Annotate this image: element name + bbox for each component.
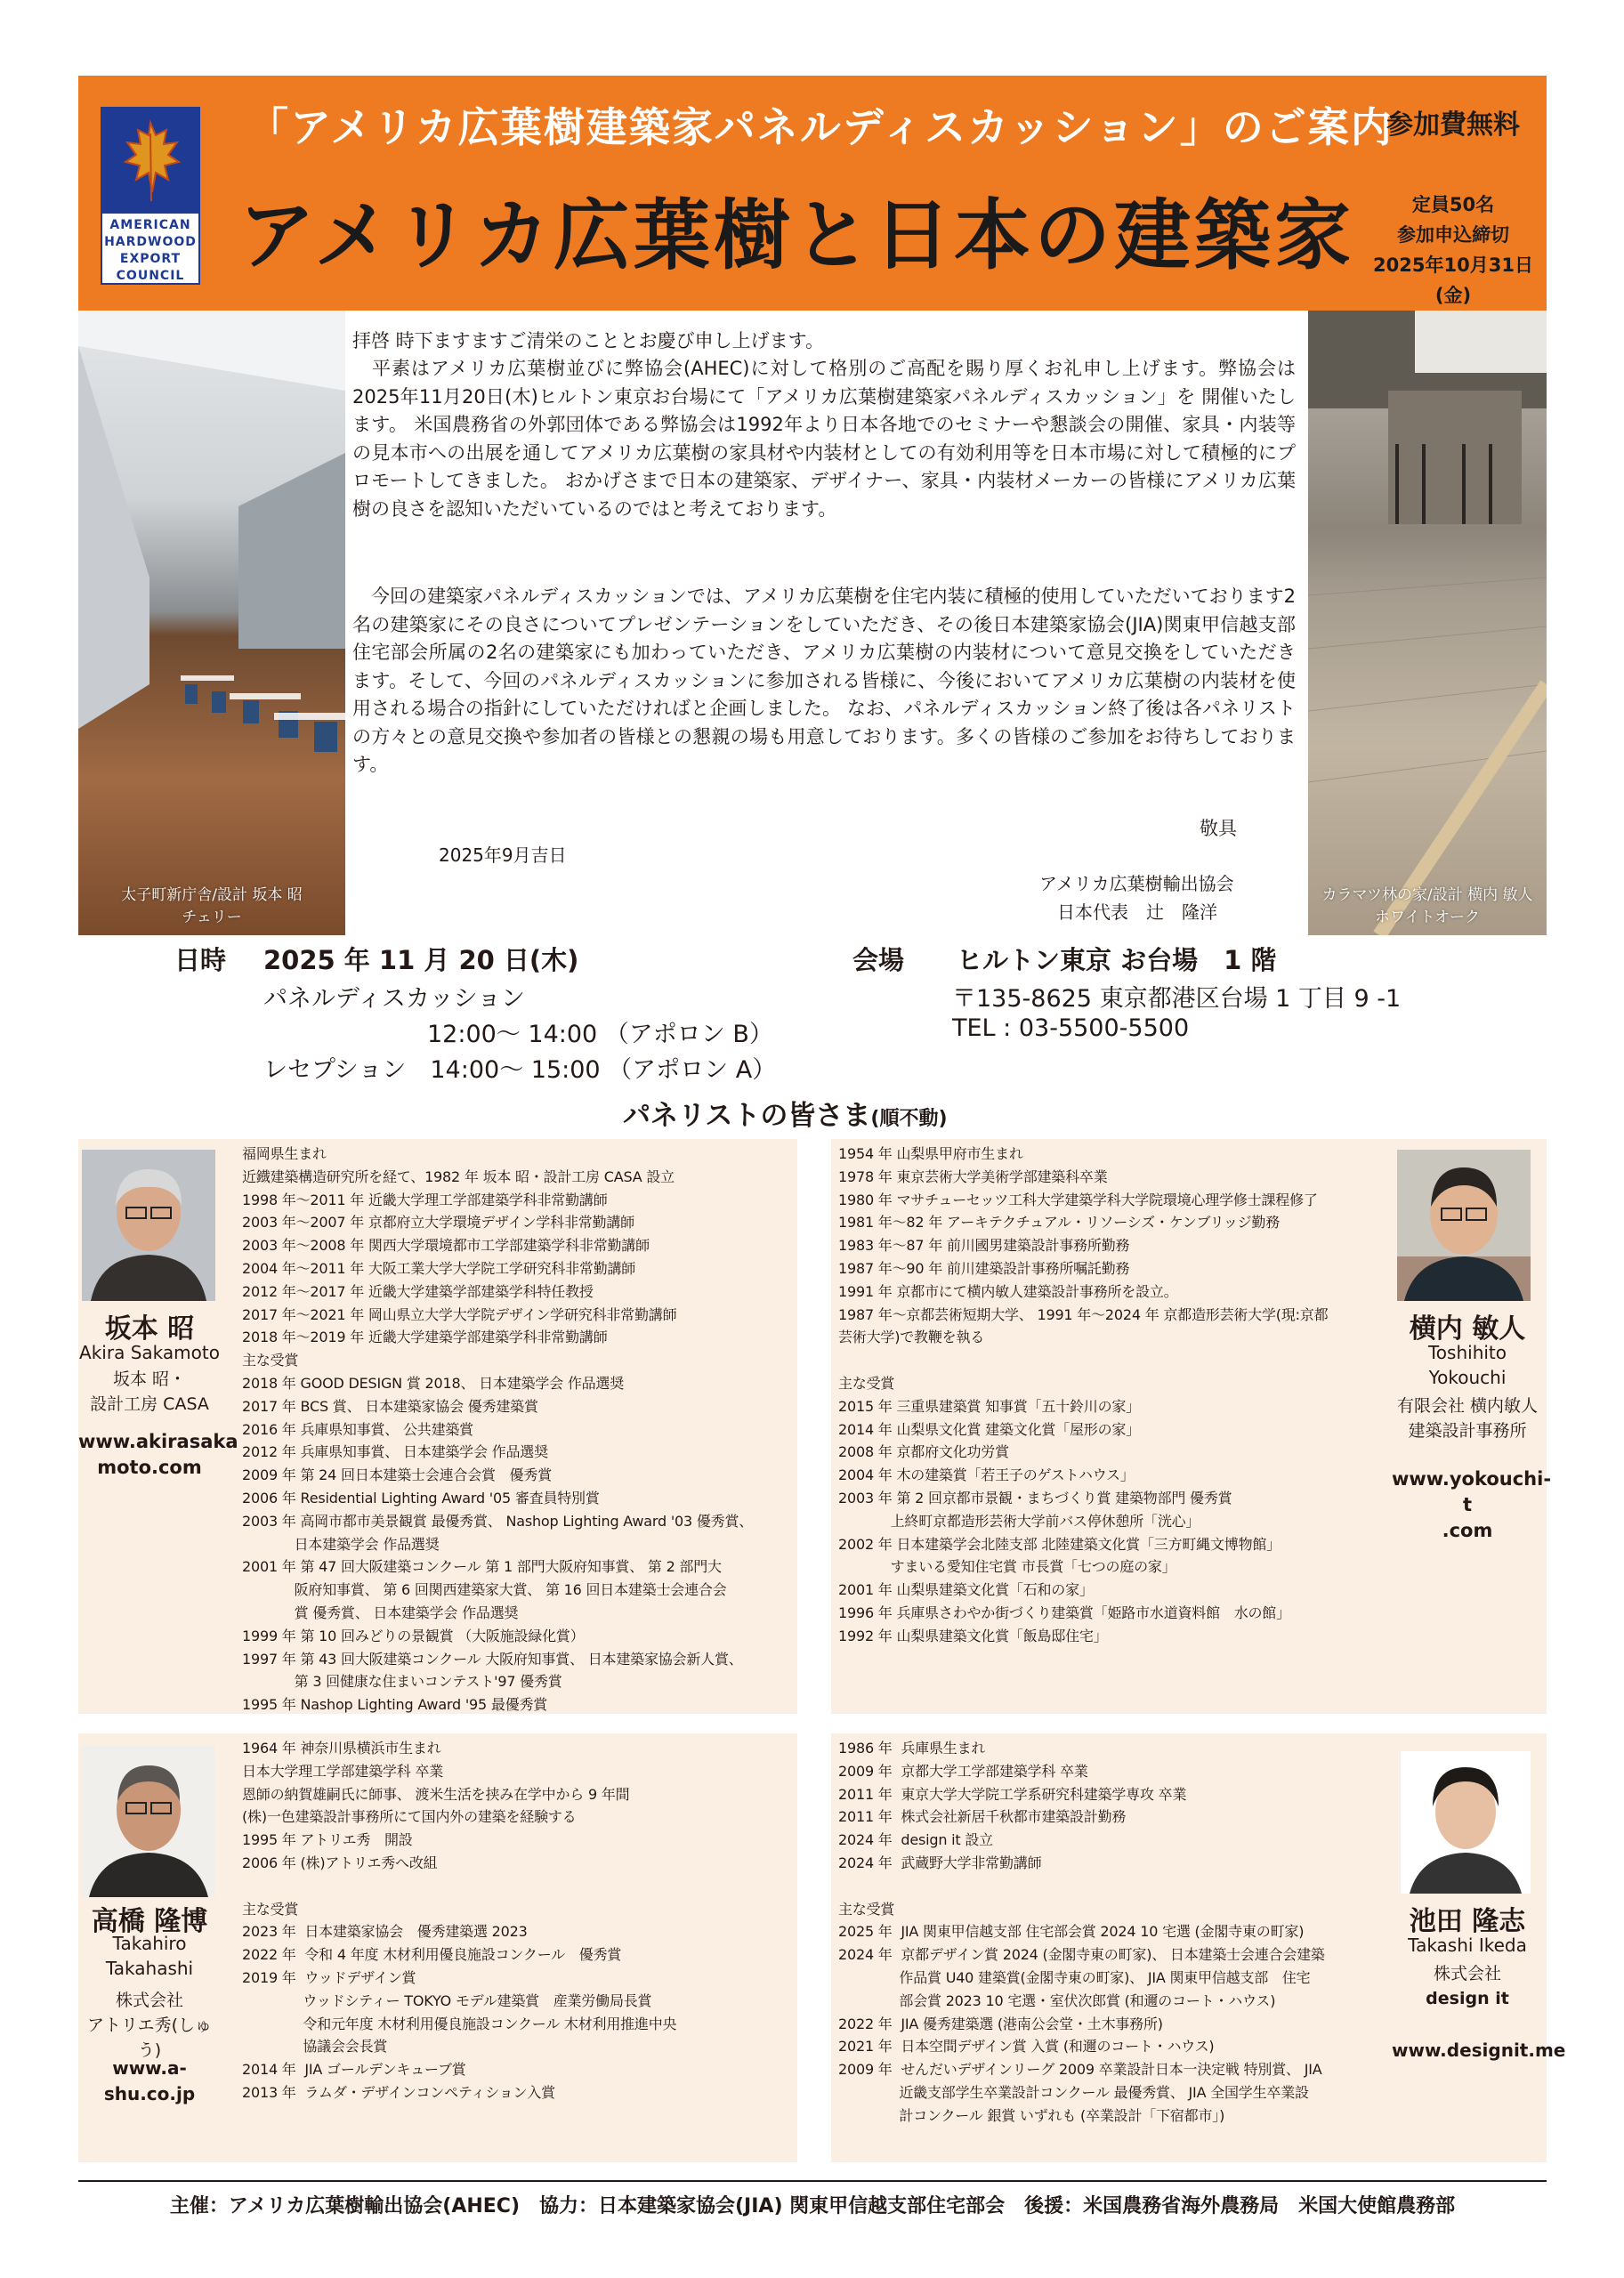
panelist-affiliation-1: 株式会社 <box>1433 1964 1501 1983</box>
header-banner <box>78 76 1547 311</box>
panelist-photo-yokouchi <box>1397 1150 1531 1301</box>
panelists-heading-text: パネリストの皆さま <box>623 1100 871 1132</box>
panelist-card-ikeda <box>831 1733 1566 2162</box>
website-line-2: .com <box>1442 1520 1493 1541</box>
footer-sponsors: 主催：アメリカ広葉樹輸出協会(AHEC) 協力：日本建築家協会(JIA) 関東甲信越支部住宅部会 後援：米国農務省海外農務局 米国大使館農務部 <box>169 2195 1456 2217</box>
panelist-bio: 1964 年 神奈川県横浜市生まれ 日本大学理工学部建築学科 卒業 恩師の納賀雄嗣氏に師事、 渡米生活を挟み在学中から 9 年間 (株)一色建築設計事務所にて国内外の建築を経験する 1995 年 アトリエ秀 開設 2006 年 (株)アトリエ秀へ改組 主な受賞 2023 年 日本建築家協会 優秀建築選 2023 2022 年 令和 4 年度 木材利用優良施設コンクール 優秀賞 2019 年 ウッドデザイン賞 ウッドシティー TOKYO モデル建築賞 産業労働局長賞 令和元年度 木材利用優良施設コンクール 木材利用推進中央 協議会会長賞 2014 年 JIA ゴールデンキューブ賞 2013 年 ラムダ・デザインコンペティション入賞 <box>242 1740 677 2101</box>
deadline-label: 参加申込締切 <box>1397 224 1509 246</box>
website-line-1: www.yokouchi-t <box>1392 1468 1552 1515</box>
panel-time: 12:00～ 14:00 （アポロン B） <box>427 1021 773 1048</box>
panelist-photo-sakamoto <box>82 1150 215 1301</box>
panelist-photo-ikeda <box>1401 1751 1531 1894</box>
panelist-name-jp: 横内 敏人 <box>1409 1313 1526 1345</box>
venue-address: 〒135-8625 東京都港区台場 1 丁目 9 -1 <box>952 985 1402 1013</box>
panelists-heading-note: (順不動) <box>870 1108 948 1130</box>
capacity-info <box>1360 190 1547 311</box>
panelist-affiliation-2: 建築設計事務所 <box>1408 1421 1527 1441</box>
panelist-affiliation-2: アトリエ秀(しゅう) <box>86 2015 213 2060</box>
panelist-website[interactable]: www.designit.me <box>1392 2040 1566 2061</box>
panelist-name-jp: 池田 隆志 <box>1409 1906 1526 1937</box>
panelist-website[interactable]: www.a-shu.co.jp <box>103 2057 196 2104</box>
date-label: 日時 <box>174 945 227 975</box>
deadline-date: 2025年10月31日(金) <box>1373 254 1533 306</box>
footer-divider <box>78 2180 1547 2182</box>
panelist-card-takahashi <box>78 1733 797 2162</box>
oak-leaf-icon <box>115 116 186 205</box>
photo-left-caption: 太子町新庁舎/設計 坂本 昭 <box>121 886 303 904</box>
panelist-bio: 1986 年 兵庫県生まれ 2009 年 京都大学工学部建築学科 卒業 2011 年 東京大学大学院工学系研究科建築学専攻 卒業 2011 年 株式会社新居千秋都市建築設計勤務 2024 年 design it 設立 2024 年 武蔵野大学非常勤講師 主な受賞 2025 年 JIA 関東甲信越支部 住宅部会賞 2024 10 宅選 (金閣寺東の町家) 2024 年 京都デザイン賞 2024 (金閣寺東の町家)、 日本建築士会連合会建築 作品賞 U40 建築賞(金閣寺東の町家)、 JIA 関東甲信越支部 住宅 部会賞 2023 10 宅選・室伏次郎賞 (和邇のコート・ハウス) 2022 年 JIA 優秀建築選 (港南公会堂・土木事務所) 2021 年 日本空間デザイン賞 入賞 (和邇のコート・ハウス) 2009 年 せんだいデザインリーグ 2009 卒業設計日本一決定戦 特別賞、 JIA 近畿支部学生卒業設計コンクール 最優秀賞、 JIA 全国学生卒業設 計コンクール 銀賞 いずれも (卒業設計「下宿都市」) <box>838 1740 1325 2124</box>
panelist-bio: 福岡県生まれ 近鐡建築構造研究所を経て、1982 年 坂本 昭・設計工房 CASA 設立 1998 年～2011 年 近畿大学理工学部建築学科非常勤講師 2003 年～2007 年 京都府立大学環境デザイン学科非常勤講師 2003 年～2008 年 関西大学環境都市工学部建築学科非常勤講師 2004 年～2011 年 大阪工業大学大学院工学研究科非常勤講師 2012 年～2017 年 近畿大学建築学部建築学科特任教授 2017 年～2021 年 岡山県立大学大学院デザイン学研究科非常勤講師 2018 年～2019 年 近畿大学建築学部建築学科非常勤講師 主な受賞 2018 年 GOOD DESIGN 賞 2018、 日本建築学会 作品選奨 2017 年 BCS 賞、 日本建築家協会 優秀建築賞 2016 年 兵庫県知事賞、 公共建築賞 2012 年 兵庫県知事賞、 日本建築学会 作品選奨 2009 年 第 24 回日本建築士会連合会賞 優秀賞 2006 年 Residential Lighting Award '05 審査員特別賞 2003 年 高岡市都市美景観賞 最優秀賞、 Nashop Lighting Award '03 優秀賞、 日本建築学会 作品選奨 2001 年 第 47 回大阪建築コンクール 第 1 部門大阪府知事賞、 第 2 部門大 阪府知事賞、 第 6 回関西建築家大賞、 第 16 回日本建築士会連合会 賞 優秀賞、 日本建築学会 作品選奨 1999 年 第 10 回みどりの景観賞 （大阪施設緑化賞） 1997 年 第 43 回大阪建築コンクール 大阪府知事賞、 日本建築家協会新人賞、 第 3 回健康な住まいコンテスト'97 優秀賞 1995 年 Nashop Lighting Award '95 最優秀賞 <box>242 1145 754 1714</box>
letter-date: 2025年9月吉日 <box>439 844 567 866</box>
logo-text-4: COUNCIL <box>116 269 185 283</box>
panelist-name-jp: 坂本 昭 <box>104 1313 195 1345</box>
panelist-affiliation-1: 有限会社 横内敏人 <box>1396 1396 1539 1416</box>
fee-notice: 参加費無料 <box>1386 109 1520 141</box>
panelist-bio: 1954 年 山梨県甲府市生まれ 1978 年 東京芸術大学美術学部建築科卒業 1980 年 マサチューセッツ工科大学建築学科大学院環境心理学修士課程修了 1981 年～82 年 アーキテクチュアル・リソーシズ・ケンブリッジ勤務 1983 年～87 年 前川國男建築設計事務所勤務 1987 年～90 年 前川建築設計事務所嘱託勤務 1991 年 京都市にて横内敏人建築設計事務所を設立。 1987 年～京都芸術短期大学、 1991 年～2024 年 京都造形芸術大学(現:京都 芸術大学)で教鞭を執る 主な受賞 2015 年 三重県建築賞 知事賞「五十鈴川の家」 2014 年 山梨県文化賞 建築文化賞「屋形の家」 2008 年 京都府文化功労賞 2004 年 木の建築賞「若王子のゲストハウス」 2003 年 第 2 回京都市景観・まちづくり賞 建築物部門 優秀賞 上終町京都造形芸術大学前バス停休憩所「洸心」 2002 年 日本建築学会北陸支部 北陸建築文化賞「三方町縄文博物館」 すまいる愛知住宅賞 市長賞「七つの庭の家」 2001 年 山梨県建築文化賞「石和の家」 1996 年 兵庫県さわやか街づくり建築賞「姫路市水道資料館 水の館」 1992 年 山梨県建築文化賞「飯島邸住宅」 <box>838 1145 1329 1644</box>
panelist-website[interactable] <box>1392 1466 1552 1544</box>
panelist-card-yokouchi <box>831 1139 1552 1714</box>
reception-time: レセプション 14:00～ 15:00 （アポロン A） <box>263 1056 777 1084</box>
photo-right-caption: カラマツ林の家/設計 横内 敏人 <box>1321 886 1533 904</box>
photo-office-interior <box>78 311 345 935</box>
venue-name: ヒルトン東京 お台場 1 階 <box>957 945 1277 975</box>
panelist-name-en: Takashi Ikeda <box>1408 1935 1527 1956</box>
panelist-photo-takahashi <box>82 1746 215 1897</box>
letter-greeting: 拝啓 時下ますますご清栄のこととお慶び申し上げます。 <box>352 330 824 351</box>
panelist-name-en: Akira Sakamoto <box>79 1342 220 1363</box>
photo-right-caption-wood: ホワイトオーク <box>1375 909 1480 926</box>
website-line-2: moto.com <box>97 1457 202 1478</box>
logo-text-2: HARDWOOD <box>104 235 197 249</box>
panelist-affiliation-1: 株式会社 <box>115 1991 183 2010</box>
venue-tel: TEL : 03-5500-5500 <box>952 1014 1190 1042</box>
panelist-affiliation-1: 坂本 昭・ <box>112 1369 187 1389</box>
event-subtitle: 「アメリカ広葉樹建築家パネルディスカッション」のご案内 <box>247 103 1394 151</box>
event-date: 2025 年 11 月 20 日(木) <box>263 945 579 975</box>
logo-text-1: AMERICAN <box>109 218 191 232</box>
panelist-card-sakamoto <box>78 1139 797 1714</box>
panelist-name-en: Takahiro Takahashi <box>105 1933 194 1979</box>
letter-paragraph-2: 今回の建築家パネルディスカッションでは、アメリカ広葉樹を住宅内装に積極的使用していただいております2名の建築家にその良さについてプレゼンテーションをしていただき、その後日本建築家協会(JIA)関東甲信越支部住宅部会所属の2名の建築家にも加わっていただき、アメリカ広葉樹の内装材について意見交換をしていただきます。そして、今回のパネルディスカッションに参加される皆様に、今後においてアメリカ広葉樹の内装材を使用される場合の指針にしていただければと企画しました。 なお、パネルディスカッション終了後は各パネリストの方々との意見交換や参加者の皆様との懇親の場も用意しております。多くの皆様のご参加をお待ちしております。 <box>352 586 1296 775</box>
panel-label: パネルディスカッション <box>263 985 526 1013</box>
letter-representative: 日本代表 辻 隆洋 <box>1057 901 1217 923</box>
letter-organization: アメリカ広葉樹輸出協会 <box>1039 873 1234 894</box>
capacity: 定員50名 <box>1411 194 1495 215</box>
photo-left-caption-wood: チェリー <box>182 909 242 926</box>
photo-house-interior <box>1308 311 1547 935</box>
panelists-heading <box>623 1093 948 1133</box>
event-title: アメリカ広葉樹と日本の建築家 <box>238 190 1354 280</box>
letter-closing: 敬具 <box>1200 818 1237 839</box>
panelist-name-jp: 高橋 隆博 <box>91 1906 208 1937</box>
panelist-affiliation-2: 設計工房 CASA <box>90 1394 209 1414</box>
invitation-letter <box>345 311 1308 935</box>
logo-text-3: EXPORT <box>119 252 182 266</box>
letter-paragraph-1: 平素はアメリカ広葉樹並びに弊協会(AHEC)に対して格別のご高配を賜り厚くお礼申し上げます。弊協会は2025年11月20日(木)ヒルトン東京お台場にて「アメリカ広葉樹建築家パネルディスカッション」を 開催いたします。 米国農務省の外郭団体である弊協会は1992年より日本各地でのセミナーや懇談会の開催、家具・内装等の見本市への出展を通してアメリカ広葉樹の家具材や内装材としての有効利用等を日本市場に対して積極的にプロモートしてきました。 おかげさまで日本の建築家、デザイナー、家具・内装材メーカーの皆様にアメリカ広葉樹の良さを認知いただいているのではと考えております。 <box>352 358 1296 520</box>
website-line-1: www.akirasaka <box>78 1431 238 1452</box>
panelist-website[interactable] <box>78 1429 238 1481</box>
ahec-logo <box>101 107 200 285</box>
panelist-affiliation-2: design it <box>1426 1989 1509 2008</box>
venue-label: 会場 <box>852 945 905 975</box>
panelist-name-en: Toshihito Yokouchi <box>1427 1342 1507 1388</box>
